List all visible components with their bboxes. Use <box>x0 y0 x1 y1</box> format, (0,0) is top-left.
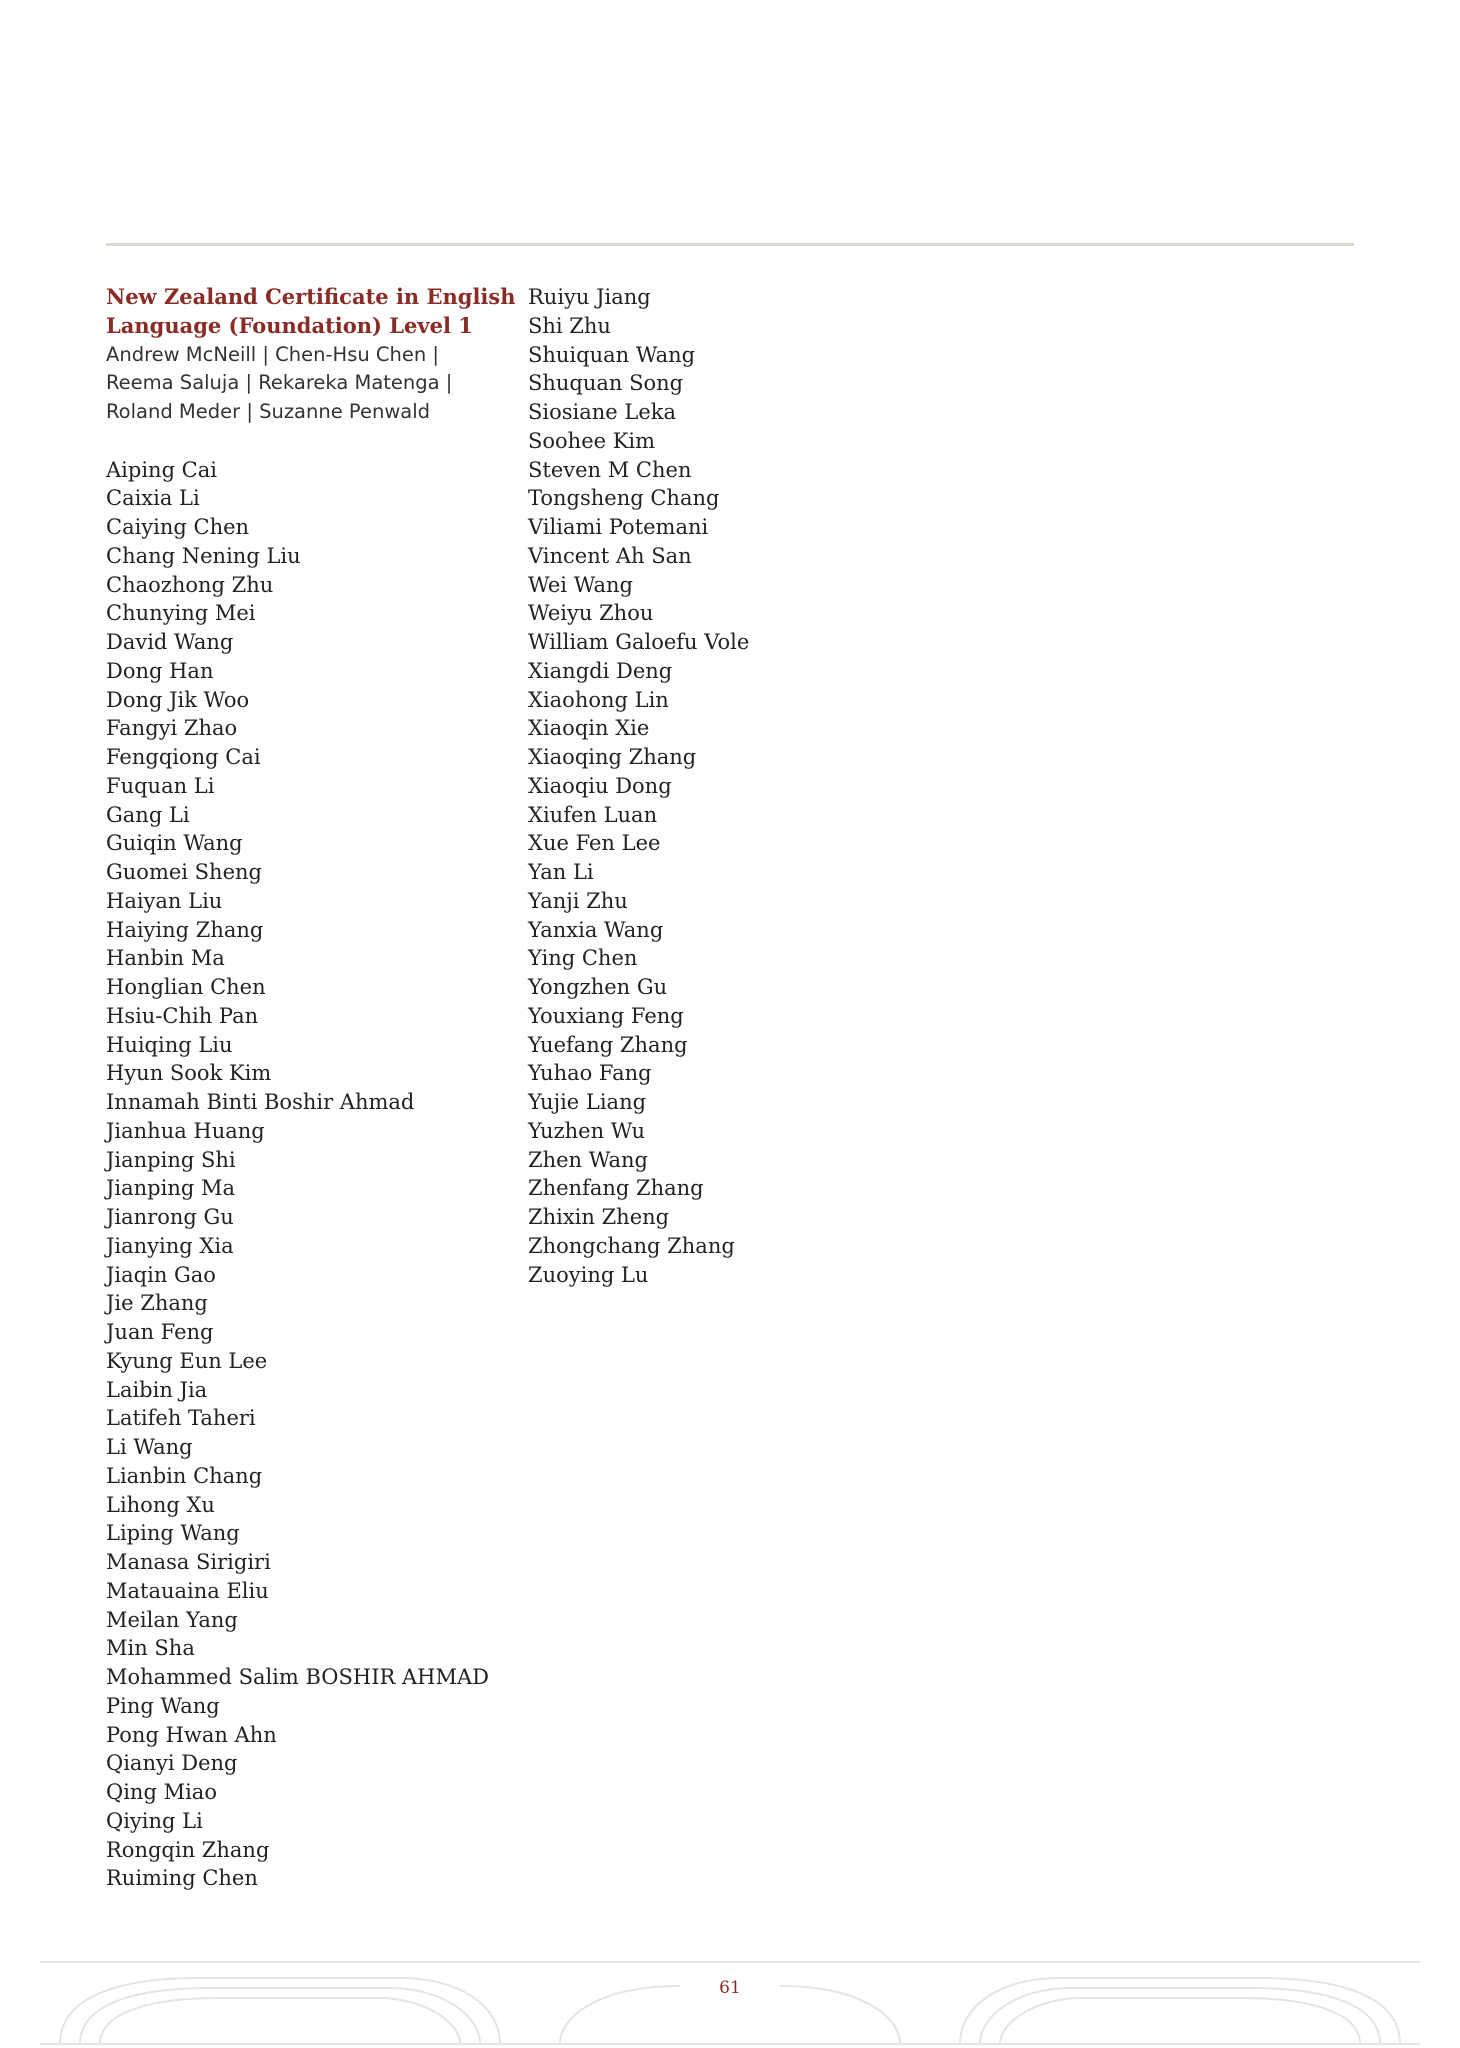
graduate-name: Qing Miao <box>106 1780 217 1804</box>
graduate-name: Shi Zhu <box>528 313 611 338</box>
graduate-name: Zhenfang Zhang <box>528 1176 704 1201</box>
graduate-name: Zhongchang Zhang <box>528 1233 735 1258</box>
graduate-name: Yanji Zhu <box>528 888 628 913</box>
graduate-name: Dong Han <box>106 658 214 683</box>
graduate-name: Juan Feng <box>106 1320 214 1344</box>
graduate-name: Rongqin Zhang <box>106 1837 270 1862</box>
graduate-name: Mohammed Salim BOSHIR AHMAD <box>106 1665 489 1689</box>
graduate-name: Jiaqin Gao <box>106 1262 216 1287</box>
graduate-name: Guiqin Wang <box>106 831 243 856</box>
graduate-name: Fangyi Zhao <box>106 716 238 741</box>
section-heading <box>106 283 516 341</box>
graduate-names-left <box>106 456 506 1894</box>
graduate-name: Vincent Ah San <box>528 543 692 568</box>
graduate-name: Xiaohong Lin <box>528 687 669 712</box>
graduate-name: Shuiquan Wang <box>528 342 696 367</box>
graduate-name: Chaozhong Zhu <box>106 572 274 597</box>
graduate-name: Xiaoqiu Dong <box>528 773 672 798</box>
graduate-name: Hanbin Ma <box>106 946 225 971</box>
graduate-name: Lianbin Chang <box>106 1463 263 1488</box>
graduate-name: Honglian Chen <box>106 975 266 999</box>
graduate-name: Tongsheng Chang <box>528 486 720 511</box>
graduate-name: Pong Hwan Ahn <box>106 1722 277 1747</box>
graduate-name: Fengqiong Cai <box>106 745 261 769</box>
graduate-name: Shuquan Song <box>528 371 684 396</box>
graduate-name: Manasa Sirigiri <box>106 1550 271 1574</box>
graduate-names-right <box>528 283 928 1289</box>
graduate-name: Steven M Chen <box>528 457 692 482</box>
graduate-name: David Wang <box>106 630 234 654</box>
graduate-name: Fuquan Li <box>106 773 215 798</box>
graduate-name: Viliami Potemani <box>528 515 709 539</box>
page-number: 61 <box>719 1978 741 1998</box>
graduate-name: Qiying Li <box>106 1808 203 1833</box>
staff-line: Andrew McNeill | Chen-Hsu Chen | <box>106 342 440 366</box>
graduate-name: Liping Wang <box>106 1521 240 1546</box>
graduate-name: Yan Li <box>528 860 594 884</box>
graduate-name: Haiyan Liu <box>106 888 223 913</box>
staff-line: Reema Saluja | Rekareka Matenga | <box>106 371 453 395</box>
graduate-name: Jianhua Huang <box>106 1118 265 1143</box>
graduate-name: Matauaina Eliu <box>106 1578 269 1603</box>
graduate-name: Laibin Jia <box>106 1377 208 1402</box>
graduate-name: Aiping Cai <box>106 457 217 482</box>
graduate-name: Jianying Xia <box>106 1233 234 1258</box>
graduate-name: Soohee Kim <box>528 428 656 453</box>
graduate-name: Ruiming Chen <box>106 1866 258 1891</box>
graduate-name: Innamah Binti Boshir Ahmad <box>106 1090 415 1114</box>
graduate-name: Gang Li <box>106 802 190 827</box>
graduate-name: William Galoefu Vole <box>528 630 750 654</box>
left-column <box>106 283 516 1893</box>
graduate-name: Yongzhen Gu <box>528 975 668 999</box>
graduate-name: Xue Fen Lee <box>528 831 661 856</box>
graduate-name: Guomei Sheng <box>106 860 262 884</box>
graduate-name: Yuefang Zhang <box>528 1032 688 1057</box>
graduate-name: Xiufen Luan <box>528 802 658 827</box>
graduate-name: Ruiyu Jiang <box>528 285 651 309</box>
graduate-name: Zuoying Lu <box>528 1262 649 1287</box>
graduate-name: Yujie Liang <box>528 1090 647 1114</box>
graduate-name: Yanxia Wang <box>528 917 664 942</box>
graduate-name: Ying Chen <box>528 946 638 971</box>
graduate-name: Chunying Mei <box>106 601 256 626</box>
header-rule <box>106 243 1354 246</box>
graduate-name: Yuzhen Wu <box>528 1118 646 1143</box>
graduate-name: Jianping Shi <box>106 1147 236 1172</box>
heading-line: Language (Foundation) Level 1 <box>106 312 473 338</box>
graduate-name: Dong Jik Woo <box>106 687 250 712</box>
graduate-name: Siosiane Leka <box>528 400 677 424</box>
graduate-name: Jianping Ma <box>106 1176 236 1201</box>
graduate-name: Zhixin Zheng <box>528 1205 670 1229</box>
graduate-name: Weiyu Zhou <box>528 601 654 626</box>
staff-list <box>106 341 506 427</box>
graduate-name: Yuhao Fang <box>528 1061 652 1086</box>
graduate-name: Meilan Yang <box>106 1607 238 1632</box>
graduate-name: Min Sha <box>106 1636 195 1661</box>
graduate-name: Kyung Eun Lee <box>106 1348 268 1373</box>
staff-line: Roland Meder | Suzanne Penwald <box>106 400 431 423</box>
graduate-name: Huiqing Liu <box>106 1032 233 1057</box>
graduate-name: Wei Wang <box>528 572 633 597</box>
graduate-name: Jie Zhang <box>106 1291 208 1316</box>
footer-ornament <box>0 1956 1460 2048</box>
graduate-name: Chang Nening Liu <box>106 543 301 568</box>
graduate-name: Jianrong Gu <box>106 1205 234 1229</box>
graduate-name: Caixia Li <box>106 486 200 511</box>
graduate-name: Qianyi Deng <box>106 1751 238 1776</box>
graduate-name: Latifeh Taheri <box>106 1406 256 1431</box>
graduate-name: Xiaoqin Xie <box>528 716 650 741</box>
graduate-name: Li Wang <box>106 1435 193 1459</box>
graduate-name: Youxiang Feng <box>528 1003 684 1028</box>
graduate-name: Haiying Zhang <box>106 917 264 942</box>
graduate-name: Xiaoqing Zhang <box>528 745 697 769</box>
graduate-name: Xiangdi Deng <box>528 658 673 683</box>
graduate-name: Zhen Wang <box>528 1147 648 1172</box>
heading-line: New Zealand Certificate in English <box>106 284 516 309</box>
graduate-name: Caiying Chen <box>106 515 250 539</box>
graduate-name: Hyun Sook Kim <box>106 1061 272 1086</box>
graduate-name: Ping Wang <box>106 1693 220 1718</box>
graduate-name: Hsiu-Chih Pan <box>106 1003 259 1028</box>
graduate-name: Lihong Xu <box>106 1492 215 1517</box>
right-column <box>528 283 928 1289</box>
